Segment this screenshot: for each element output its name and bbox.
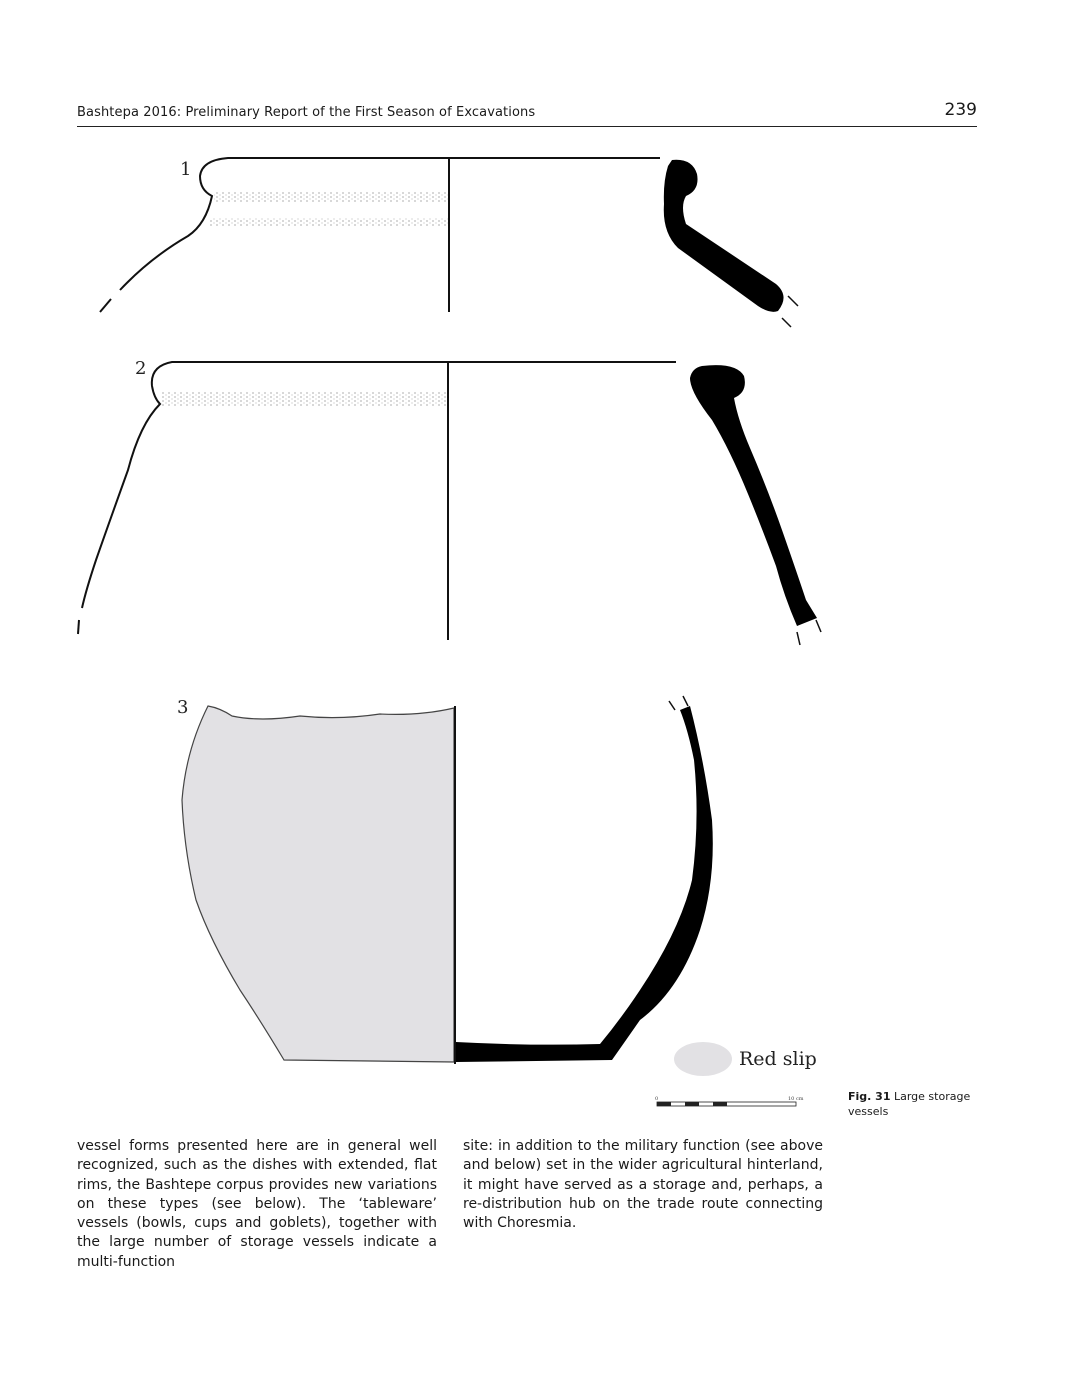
scale-end-label: 10 cm xyxy=(788,1096,804,1102)
red-slip-swatch xyxy=(674,1042,732,1076)
running-title: Bashtepa 2016: Preliminary Report of the First Season of Excavations xyxy=(77,105,536,120)
body-text-right-column: site: in addition to the military function (see above and below) set in the wider agricultural hinterland, it might have served as a storage and, perhaps, a re-distribution hub on the trade route connecting with Choresmia. xyxy=(463,1138,823,1232)
vessel-3-section xyxy=(456,706,713,1062)
vessel-1-decoration-band xyxy=(214,192,448,202)
vessel-3-drawing xyxy=(177,696,713,1064)
figure-caption-text: Large storage vessels xyxy=(848,1090,971,1118)
vessel-1-number: 1 xyxy=(180,159,192,180)
figure-caption xyxy=(848,1089,978,1119)
vessel-2-break-mark xyxy=(816,620,821,632)
body-text-left-column: vessel forms presented here are in general well recognized, such as the dishes with extended, flat rims, the Bashtepe corpus provides new variations on these types (see below). The ‘tableware’ vessels (bowls, cups and goblets), together with the large number of storage vessels indicate a multi-function xyxy=(77,1138,437,1270)
vessel-1-section xyxy=(664,160,784,312)
legend xyxy=(674,1042,817,1076)
vessel-2-break-mark xyxy=(78,620,79,634)
page-number: 239 xyxy=(944,100,977,120)
vessel-3-break-mark xyxy=(683,696,688,706)
vessel-3-break-mark xyxy=(669,701,675,710)
vessel-1-break-mark xyxy=(788,296,798,306)
vessel-2-section xyxy=(690,365,817,626)
vessel-1-break-mark xyxy=(100,299,111,312)
vessel-1-drawing xyxy=(100,158,798,327)
vessel-1-decoration-band xyxy=(210,218,448,226)
vessel-2-number: 2 xyxy=(135,358,147,379)
vessel-1-break-mark xyxy=(782,318,791,327)
vessel-2-decoration-band xyxy=(162,392,448,406)
vessel-2-drawing xyxy=(78,358,821,645)
scale-start-label: 0 xyxy=(655,1096,659,1102)
figure-label: Fig. 31 xyxy=(848,1090,891,1103)
vessel-2-break-mark xyxy=(797,632,800,645)
red-slip-label: Red slip xyxy=(739,1048,817,1070)
vessel-3-red-slip-half xyxy=(182,706,454,1062)
scale-bar xyxy=(655,1096,804,1106)
vessel-3-number: 3 xyxy=(177,697,189,718)
